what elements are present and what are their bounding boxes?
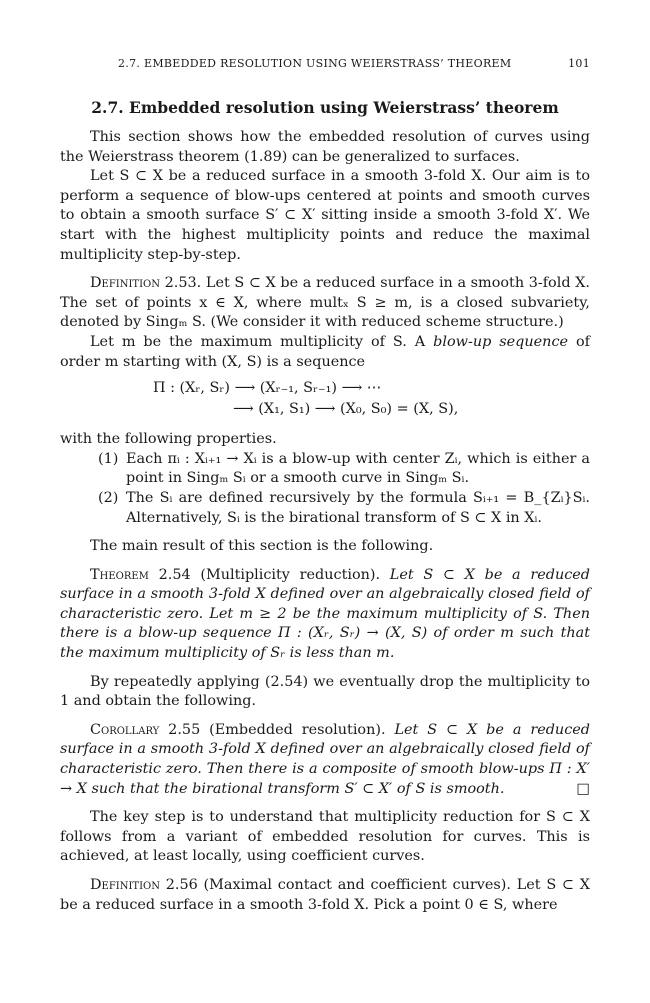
corollary-label: Corollary 2.55 — [90, 721, 201, 738]
section-heading: 2.7. Embedded resolution using Weierstrass’ theorem — [91, 98, 559, 117]
blowup-sequence-paragraph — [60, 333, 590, 372]
blowup-seq-emphasis: blow-up sequence — [433, 333, 569, 350]
theorem-2-54 — [60, 566, 590, 664]
properties-list — [60, 450, 590, 528]
definition-label: Definition 2.56 — [90, 877, 198, 893]
body-text — [60, 128, 590, 915]
theorem-name: (Multiplicity reduction). — [190, 566, 390, 583]
theorem-label: Theorem 2.54 — [90, 566, 191, 583]
intro-paragraph-2: Let S ⊂ X be a reduced surface in a smooth 3-fold X. Our aim is to perform a sequence of blow-ups centered at points and smooth curves to obtain a smooth surface S′ ⊂ X′ sitting inside a smooth 3-fold X′. We start with the highest multiplicity points and reduce the maximal multiplicity step-by-step. — [60, 168, 590, 263]
list-number: (2) — [98, 489, 119, 506]
definition-name: (Maximal contact and coefficient curves). — [197, 877, 511, 893]
definition-text: Let S ⊂ X be a reduced surface in a smooth 3-fold X. The set of points x ∈ X, where multₓ S ≥ m, is a closed subvariety, denoted by Singₘ S. (We consider it with reduced scheme structure.) — [60, 275, 590, 331]
theorem-statement: Let S ⊂ X be a reduced surface in a smooth 3-fold X defined over an algebraically closed field of characteristic zero. Let m ≥ 2 be the maximum multiplicity of S. Then there is a blow-up sequence Π : (Xᵣ, Sᵣ) → (X, S) of order m such that the maximum multiplicity of Sᵣ is less than m. — [60, 566, 590, 662]
definition-2-56 — [60, 876, 590, 915]
definition-label: Definition 2.53. — [90, 275, 202, 292]
blowup-seq-text-b: of order m starting with (X, S) is a sequence — [60, 333, 590, 370]
list-item — [60, 450, 590, 489]
definition-2-53 — [60, 274, 590, 333]
display-equation — [60, 378, 590, 420]
main-result-paragraph: The main result of this section is the following. — [90, 538, 434, 555]
corollary-name: (Embedded resolution). — [200, 721, 395, 738]
key-step-paragraph: The key step is to understand that multiplicity reduction for S ⊂ X follows from a variant of embedded resolution for curves. This is achieved, at least locally, using coefficient curves. — [60, 809, 590, 865]
qed-symbol: □ — [576, 780, 590, 797]
properties-intro: with the following properties. — [60, 431, 277, 448]
list-number: (1) — [98, 450, 119, 467]
list-item — [60, 489, 590, 528]
intro-paragraph-1: This section shows how the embedded resolution of curves using the Weierstrass theorem (1.89) can be generalized to surfaces. — [60, 129, 590, 165]
display-line-1: Π : (Xᵣ, Sᵣ) ⟶ (Xᵣ₋₁, Sᵣ₋₁) ⟶ ⋯ — [153, 380, 382, 397]
display-line-2: ⟶ (X₁, S₁) ⟶ (X₀, S₀) = (X, S), — [233, 401, 459, 418]
corollary-statement: Let S ⊂ X be a reduced surface in a smooth 3-fold X defined over an algebraically closed field of characteristic zero. Then there is a composite of smooth blow-ups Π : X′ → X such that the birational transform S′ ⊂ X′ of S is smooth. — [60, 721, 590, 797]
definition-text: Let S ⊂ X be a reduced surface in a smooth 3-fold X. Pick a point 0 ∈ S, where — [60, 877, 590, 913]
repeat-paragraph: By repeatedly applying (2.54) we eventually drop the multiplicity to 1 and obtain the following. — [60, 673, 590, 710]
blowup-seq-text-a: Let m be the maximum multiplicity of S. A — [90, 333, 434, 350]
corollary-2-55 — [60, 721, 590, 799]
list-text: Each πᵢ : Xᵢ₊₁ → Xᵢ is a blow-up with center Zᵢ, which is either a point in Singₘ Sᵢ or a smooth curve in Singₘ Sᵢ. — [126, 450, 590, 487]
page-number: 101 — [568, 57, 590, 70]
running-title: 2.7. EMBEDDED RESOLUTION USING WEIERSTRASS’ THEOREM — [118, 57, 512, 70]
list-text: The Sᵢ are defined recursively by the formula Sᵢ₊₁ = B_{Zᵢ}Sᵢ. Alternatively, Sᵢ is the birational transform of S ⊂ X in Xᵢ. — [126, 489, 590, 526]
